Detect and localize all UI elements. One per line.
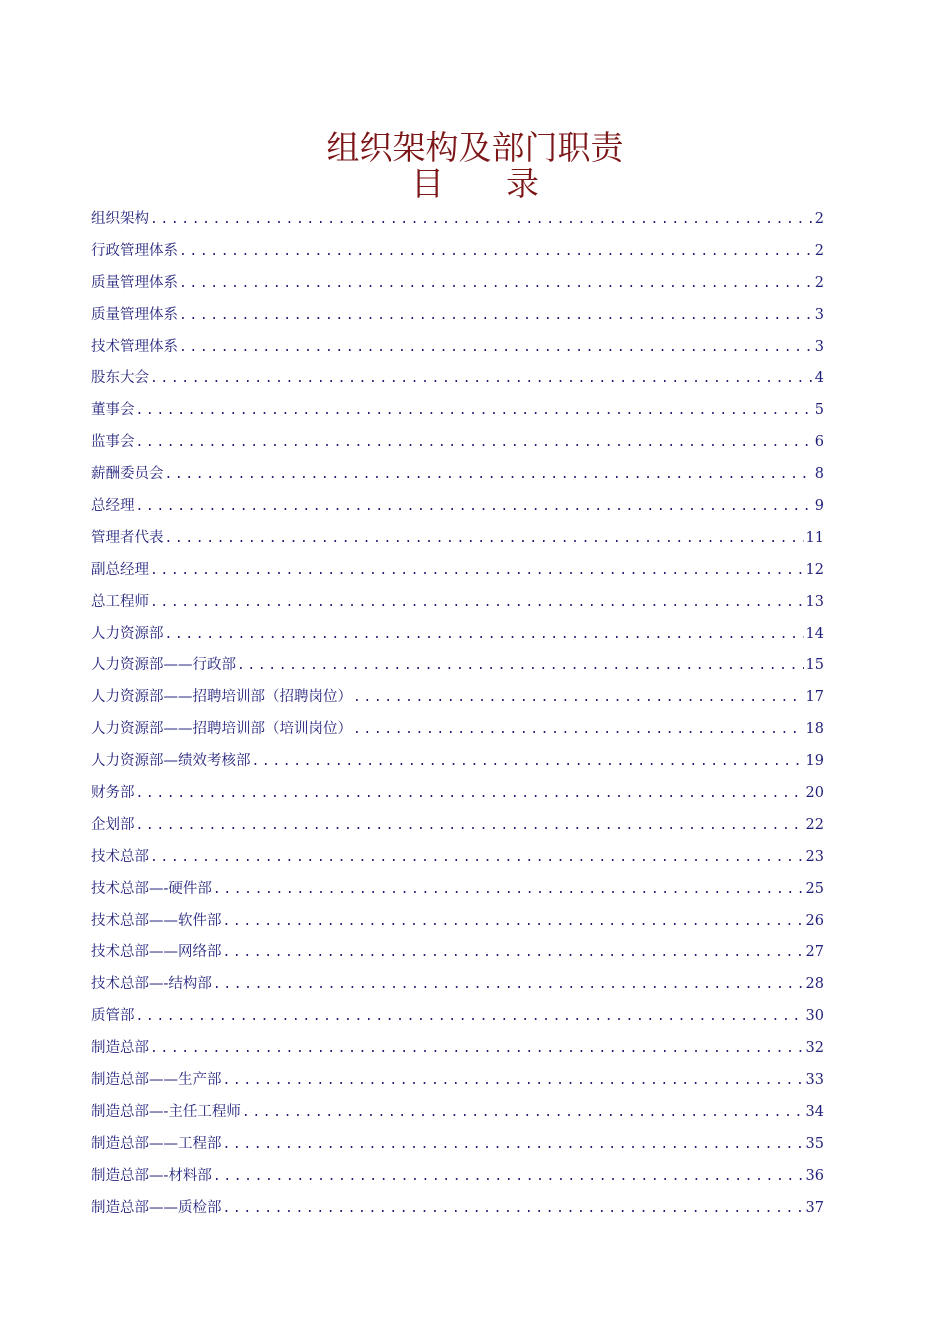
toc-entry-page-number: 23 — [805, 848, 824, 865]
toc-dot-leader — [223, 1129, 804, 1161]
toc-dot-leader — [165, 619, 804, 651]
toc-dot-leader — [150, 204, 812, 236]
toc-entry-label: 质量管理体系 — [91, 274, 178, 291]
toc-entry-page-number: 14 — [805, 625, 824, 642]
toc-entry-page-number: 18 — [805, 721, 824, 738]
toc-entry-page-number: 20 — [805, 785, 824, 802]
toc-entry[interactable] — [91, 1001, 824, 1033]
toc-entry-label: 行政管理体系 — [91, 242, 178, 259]
toc-entry-label: 制造总部 — [91, 1040, 149, 1057]
toc-entry-page-number: 26 — [805, 912, 824, 929]
toc-entry[interactable] — [91, 491, 824, 523]
toc-entry-page-number: 30 — [805, 1008, 824, 1025]
toc-entry[interactable] — [91, 778, 824, 810]
toc-entry[interactable] — [91, 842, 824, 874]
toc-entry-label: 技术总部——软件部 — [91, 912, 222, 929]
document-title: 组织架构及部门职责 — [326, 128, 624, 167]
toc-entry[interactable] — [91, 300, 824, 332]
toc-entry[interactable] — [91, 523, 824, 555]
toc-dot-leader — [136, 491, 813, 523]
toc-dot-leader — [179, 268, 812, 300]
toc-entry[interactable] — [91, 459, 824, 491]
toc-dot-leader — [136, 395, 813, 427]
toc-dot-leader — [136, 810, 804, 842]
toc-dot-leader — [179, 332, 812, 364]
toc-entry[interactable] — [91, 1065, 824, 1097]
toc-entry-label: 技术总部—-硬件部 — [91, 880, 212, 897]
toc-entry-label: 企划部 — [91, 816, 135, 833]
toc-entry-page-number: 15 — [805, 657, 824, 674]
toc-heading — [0, 164, 950, 204]
toc-dot-leader — [136, 1001, 804, 1033]
toc-entry-page-number: 32 — [805, 1040, 824, 1057]
toc-dot-leader — [179, 300, 812, 332]
toc-entry[interactable] — [91, 236, 824, 268]
toc-dot-leader — [213, 1161, 804, 1193]
toc-entry-page-number: 11 — [805, 529, 824, 546]
toc-entry-label: 财务部 — [91, 785, 135, 802]
toc-dot-leader — [353, 714, 804, 746]
toc-entry-label: 技术管理体系 — [91, 338, 178, 355]
toc-entry[interactable] — [91, 555, 824, 587]
toc-entry-page-number: 2 — [814, 274, 824, 291]
toc-entry[interactable] — [91, 650, 824, 682]
toc-dot-leader — [150, 363, 812, 395]
toc-entry-page-number: 35 — [805, 1135, 824, 1152]
toc-entry-label: 总工程师 — [91, 593, 149, 610]
toc-entry-page-number: 25 — [805, 880, 824, 897]
toc-entry-label: 薪酬委员会 — [91, 466, 164, 483]
toc-entry[interactable] — [91, 937, 824, 969]
toc-entry-page-number: 8 — [814, 466, 824, 483]
toc-entry-label: 董事会 — [91, 402, 135, 419]
toc-entry[interactable] — [91, 746, 824, 778]
table-of-contents — [91, 204, 824, 1225]
toc-entry-label: 制造总部——生产部 — [91, 1072, 222, 1089]
toc-dot-leader — [150, 555, 804, 587]
toc-entry-label: 人力资源部——招聘培训部（招聘岗位） — [91, 689, 352, 706]
toc-entry-label: 质管部 — [91, 1008, 135, 1025]
toc-entry-label: 监事会 — [91, 434, 135, 451]
toc-dot-leader — [136, 427, 813, 459]
toc-entry-page-number: 17 — [805, 689, 824, 706]
toc-entry-label: 制造总部——质检部 — [91, 1199, 222, 1216]
toc-entry-page-number: 37 — [805, 1199, 824, 1216]
toc-entry[interactable] — [91, 395, 824, 427]
toc-entry-page-number: 33 — [805, 1072, 824, 1089]
toc-entry-page-number: 3 — [814, 306, 824, 323]
toc-entry[interactable] — [91, 906, 824, 938]
toc-entry-label: 人力资源部 — [91, 625, 164, 642]
toc-entry-label: 副总经理 — [91, 561, 149, 578]
toc-dot-leader — [252, 746, 804, 778]
toc-heading-char-2: 录 — [506, 164, 539, 203]
toc-entry-label: 人力资源部——行政部 — [91, 657, 236, 674]
toc-entry-page-number: 5 — [814, 402, 824, 419]
toc-dot-leader — [213, 969, 804, 1001]
toc-dot-leader — [150, 842, 804, 874]
toc-entry-page-number: 12 — [805, 561, 824, 578]
toc-entry-page-number: 28 — [805, 976, 824, 993]
toc-entry-label: 制造总部—-主任工程师 — [91, 1103, 241, 1120]
toc-entry[interactable] — [91, 1193, 824, 1225]
toc-entry-page-number: 27 — [805, 944, 824, 961]
toc-dot-leader — [223, 937, 804, 969]
toc-entry-label: 组织架构 — [91, 211, 149, 227]
toc-entry-page-number: 6 — [814, 434, 824, 451]
toc-dot-leader — [179, 236, 812, 268]
toc-dot-leader — [242, 1097, 804, 1129]
toc-entry[interactable] — [91, 363, 824, 395]
toc-entry-label: 股东大会 — [91, 370, 149, 387]
toc-entry[interactable] — [91, 332, 824, 364]
toc-dot-leader — [223, 1193, 804, 1225]
toc-dot-leader — [213, 874, 804, 906]
toc-entry-page-number: 22 — [805, 816, 824, 833]
toc-entry[interactable] — [91, 204, 824, 236]
toc-entry[interactable] — [91, 810, 824, 842]
toc-entry[interactable] — [91, 714, 824, 746]
toc-entry[interactable] — [91, 1161, 824, 1193]
toc-entry-page-number: 2 — [814, 242, 824, 259]
toc-entry-page-number: 3 — [814, 338, 824, 355]
toc-dot-leader — [223, 906, 804, 938]
toc-entry[interactable] — [91, 1129, 824, 1161]
toc-entry[interactable] — [91, 1097, 824, 1129]
toc-entry-label: 人力资源部——招聘培训部（培训岗位） — [91, 721, 352, 738]
toc-dot-leader — [150, 587, 804, 619]
toc-entry[interactable] — [91, 587, 824, 619]
toc-dot-leader — [237, 650, 804, 682]
toc-entry-page-number: 19 — [805, 753, 824, 770]
toc-dot-leader — [353, 682, 804, 714]
toc-entry[interactable] — [91, 268, 824, 300]
toc-dot-leader — [165, 523, 804, 555]
toc-entry[interactable] — [91, 969, 824, 1001]
toc-entry-page-number: 36 — [805, 1167, 824, 1184]
toc-entry[interactable] — [91, 682, 824, 714]
toc-entry-label: 技术总部 — [91, 848, 149, 865]
toc-entry-label: 制造总部——工程部 — [91, 1135, 222, 1152]
toc-entry[interactable] — [91, 874, 824, 906]
toc-entry-label: 技术总部—-结构部 — [91, 976, 212, 993]
toc-entry-label: 制造总部—-材料部 — [91, 1167, 212, 1184]
toc-dot-leader — [223, 1065, 804, 1097]
toc-entry-page-number: 13 — [805, 593, 824, 610]
toc-entry-label: 总经理 — [91, 498, 135, 515]
toc-dot-leader — [136, 778, 804, 810]
toc-dot-leader — [165, 459, 813, 491]
toc-entry[interactable] — [91, 427, 824, 459]
toc-entry-label: 管理者代表 — [91, 529, 164, 546]
toc-entry-page-number: 9 — [814, 498, 824, 515]
toc-entry-page-number: 2 — [814, 211, 824, 227]
toc-entry-label: 技术总部——网络部 — [91, 944, 222, 961]
toc-entry-label: 质量管理体系 — [91, 306, 178, 323]
toc-entry-label: 人力资源部—绩效考核部 — [91, 753, 251, 770]
toc-entry-page-number: 34 — [805, 1103, 824, 1120]
toc-entry[interactable] — [91, 1033, 824, 1065]
toc-heading-char-1: 目 — [411, 164, 444, 203]
toc-entry[interactable] — [91, 619, 824, 651]
toc-dot-leader — [150, 1033, 804, 1065]
toc-entry-page-number: 4 — [814, 370, 824, 387]
